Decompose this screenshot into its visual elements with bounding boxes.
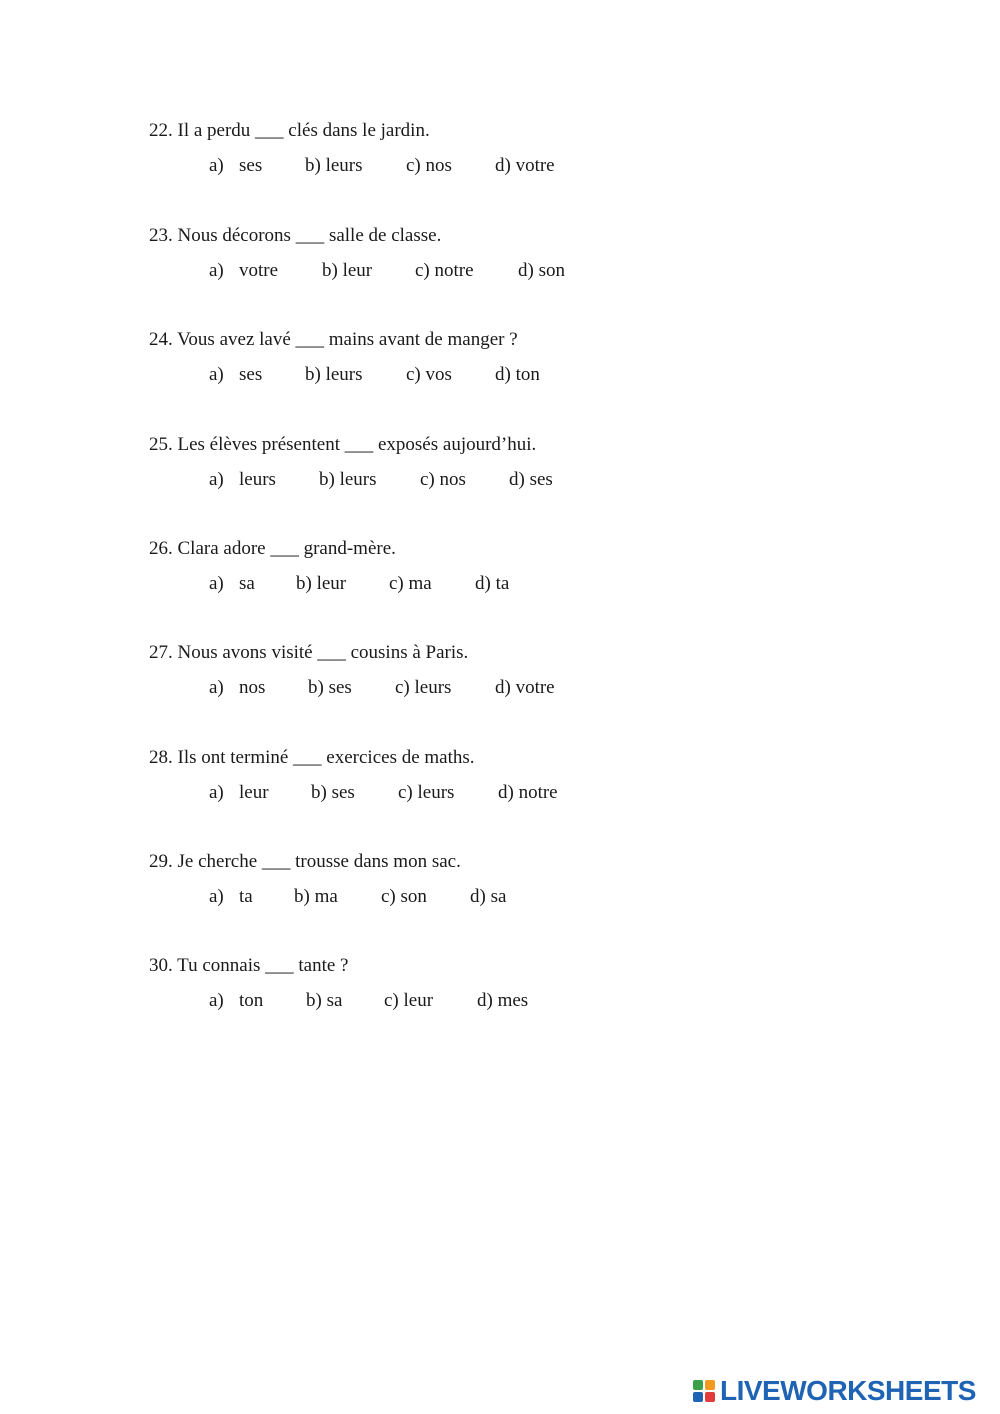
option-c[interactable]: c) leurs (395, 677, 452, 698)
option-c[interactable]: c) ma (389, 573, 432, 594)
option-a-letter[interactable]: a) (209, 782, 224, 803)
option-d[interactable]: d) ta (475, 573, 510, 594)
option-d[interactable]: d) notre (498, 782, 558, 803)
option-a-letter[interactable]: a) (209, 990, 224, 1011)
liveworksheets-logo-icon (693, 1380, 715, 1402)
option-b[interactable]: b) ma (294, 886, 338, 907)
logo-square-red (705, 1392, 715, 1402)
question-text: 30. Tu connais ___ tante ? (149, 955, 349, 976)
option-a[interactable]: sa (239, 573, 255, 594)
option-c[interactable]: c) nos (406, 155, 452, 176)
option-a[interactable]: ton (239, 990, 264, 1011)
option-b[interactable]: b) sa (306, 990, 343, 1011)
option-a-letter[interactable]: a) (209, 573, 224, 594)
option-a-letter[interactable]: a) (209, 469, 224, 490)
option-a[interactable]: ses (239, 155, 263, 176)
option-c[interactable]: c) leurs (398, 782, 455, 803)
option-d[interactable]: d) son (518, 260, 565, 281)
option-a-letter[interactable]: a) (209, 260, 224, 281)
logo-text: LIVEWORKSHEETS (720, 1375, 976, 1406)
option-a[interactable]: ta (239, 886, 253, 907)
option-b[interactable]: b) leurs (305, 364, 363, 385)
option-c[interactable]: c) nos (420, 469, 466, 490)
question-text: 26. Clara adore ___ grand-mère. (149, 538, 396, 559)
liveworksheets-logo[interactable] (693, 1376, 976, 1406)
option-d[interactable]: d) mes (477, 990, 529, 1011)
option-d[interactable]: d) votre (495, 155, 555, 176)
option-a-letter[interactable]: a) (209, 364, 224, 385)
option-b[interactable]: b) leurs (305, 155, 363, 176)
option-a-letter[interactable]: a) (209, 677, 224, 698)
question-text: 23. Nous décorons ___ salle de classe. (149, 225, 442, 246)
question-text: 29. Je cherche ___ trousse dans mon sac. (149, 851, 461, 872)
option-a-letter[interactable]: a) (209, 886, 224, 907)
option-c[interactable]: c) son (381, 886, 427, 907)
option-d[interactable]: d) ses (509, 469, 553, 490)
logo-square-orange (705, 1380, 715, 1390)
option-a[interactable]: nos (239, 677, 266, 698)
option-a-letter[interactable]: a) (209, 155, 224, 176)
option-b[interactable]: b) ses (308, 677, 352, 698)
option-b[interactable]: b) leur (296, 573, 347, 594)
option-b[interactable]: b) leurs (319, 469, 377, 490)
question-text: 22. Il a perdu ___ clés dans le jardin. (149, 120, 430, 141)
option-a[interactable]: ses (239, 364, 263, 385)
question-text: 24. Vous avez lavé ___ mains avant de manger ? (149, 329, 518, 350)
question-text: 28. Ils ont terminé ___ exercices de maths. (149, 747, 475, 768)
option-b[interactable]: b) leur (322, 260, 373, 281)
option-d[interactable]: d) sa (470, 886, 507, 907)
option-c[interactable]: c) vos (406, 364, 452, 385)
question-text: 27. Nous avons visité ___ cousins à Paris. (149, 642, 469, 663)
option-b[interactable]: b) ses (311, 782, 355, 803)
logo-square-blue (693, 1392, 703, 1402)
logo-square-green (693, 1380, 703, 1390)
option-a[interactable]: leurs (239, 469, 276, 490)
question-text: 25. Les élèves présentent ___ exposés aujourd’hui. (149, 434, 537, 455)
option-d[interactable]: d) ton (495, 364, 540, 385)
option-a[interactable]: leur (239, 782, 269, 803)
option-c[interactable]: c) leur (384, 990, 434, 1011)
option-c[interactable]: c) notre (415, 260, 474, 281)
option-a[interactable]: votre (239, 260, 279, 281)
option-d[interactable]: d) votre (495, 677, 555, 698)
